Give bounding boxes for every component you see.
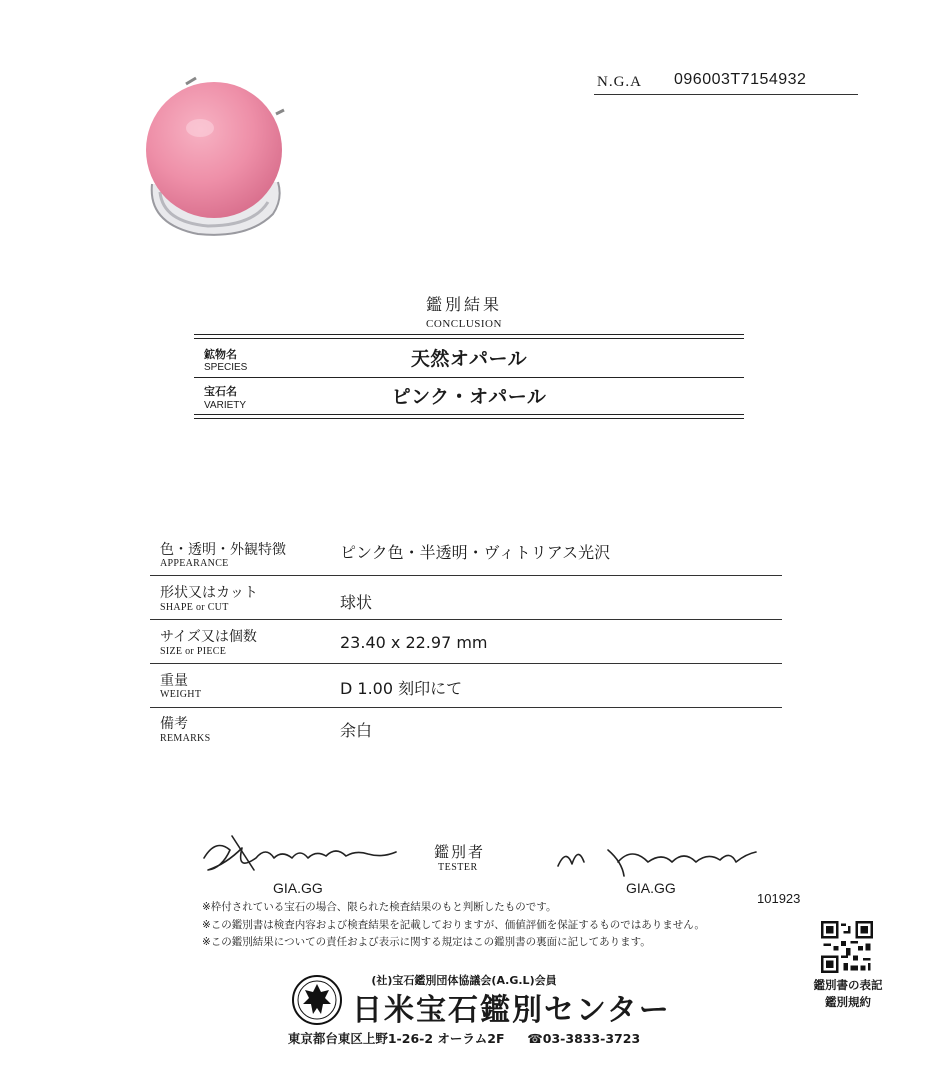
id-underline [594, 94, 858, 95]
conclusion-rule [194, 414, 744, 415]
remarks-value: 余白 [340, 721, 373, 740]
cert-serial: 101923 [757, 891, 801, 906]
species-label-ja: 鉱物名 [204, 348, 237, 361]
nga-label: N.G.A [597, 74, 642, 90]
shape-value: 球状 [340, 593, 373, 612]
detail-label-en: REMARKS [160, 733, 211, 744]
tester-credential-right: GIA.GG [626, 880, 676, 896]
address-text: 東京都台東区上野1-26-2 オーラム2F [287, 1031, 505, 1046]
conclusion-title-ja: 鑑別結果 [425, 295, 502, 314]
variety-label-ja: 宝石名 [204, 385, 237, 398]
qr-code[interactable] [821, 921, 873, 973]
variety-value: ピンク・オパール [391, 386, 547, 408]
detail-label-ja: 備考 [160, 716, 188, 732]
conclusion-rule [194, 338, 744, 339]
association-membership: (社)宝石鑑別団体協議会(A.G.L)会員 [371, 974, 557, 987]
detail-label-en: WEIGHT [160, 689, 202, 700]
note-line: ※この鑑別結果についての責任および表示に関する規定はこの鑑別書の裏面に記してあります。 [202, 936, 651, 948]
detail-label-en: SIZE or PIECE [160, 646, 227, 657]
conclusion-rule [194, 334, 744, 335]
appearance-value: ピンク色・半透明・ヴィトリアス光沢 [340, 543, 611, 562]
size-value: 23.40 x 22.97 mm [340, 633, 488, 652]
conclusion-title-en: CONCLUSION [426, 318, 502, 330]
tester-signature-right [552, 832, 762, 882]
company-name: 日米宝石鑑別センター [352, 993, 671, 1028]
tester-label-ja: 鑑別者 [434, 843, 486, 861]
species-label-en: SPECIES [204, 362, 248, 373]
detail-label-en: SHAPE or CUT [160, 602, 229, 613]
company-emblem [291, 974, 343, 1026]
detail-label-ja: 色・透明・外観特徴 [160, 542, 286, 558]
detail-label-ja: 形状又はカット [160, 585, 258, 601]
note-line: ※この鑑別書は検査内容および検査結果を記載しておりますが、価値評価を保証するものではありません。 [202, 919, 705, 931]
phone-number: ☎03-3833-3723 [527, 1031, 641, 1046]
certificate-id: 096003T7154932 [674, 71, 807, 88]
detail-row-divider [150, 663, 782, 664]
conclusion-rule [194, 418, 744, 419]
weight-value: D 1.00 刻印にて [340, 679, 463, 698]
note-line: ※枠付されている宝石の場合、限られた検査結果のもと判断したものです。 [202, 901, 557, 913]
detail-row-divider [150, 575, 782, 576]
detail-row-divider [150, 707, 782, 708]
detail-label-ja: 重量 [160, 673, 188, 689]
gem-photo [138, 74, 298, 244]
conclusion-row-divider [194, 377, 744, 378]
detail-label-en: APPEARANCE [160, 558, 229, 569]
tester-label-en: TESTER [438, 862, 478, 873]
detail-label-ja: サイズ又は個数 [160, 629, 257, 645]
tester-signature-left [196, 828, 406, 884]
company-address [0, 1029, 928, 1047]
qr-caption: 鑑別規約 [825, 995, 871, 1009]
qr-caption: 鑑別書の表記 [813, 978, 883, 992]
species-value: 天然オパール [410, 348, 528, 370]
variety-label-en: VARIETY [204, 400, 247, 411]
tester-credential-left: GIA.GG [273, 880, 323, 896]
detail-row-divider [150, 619, 782, 620]
